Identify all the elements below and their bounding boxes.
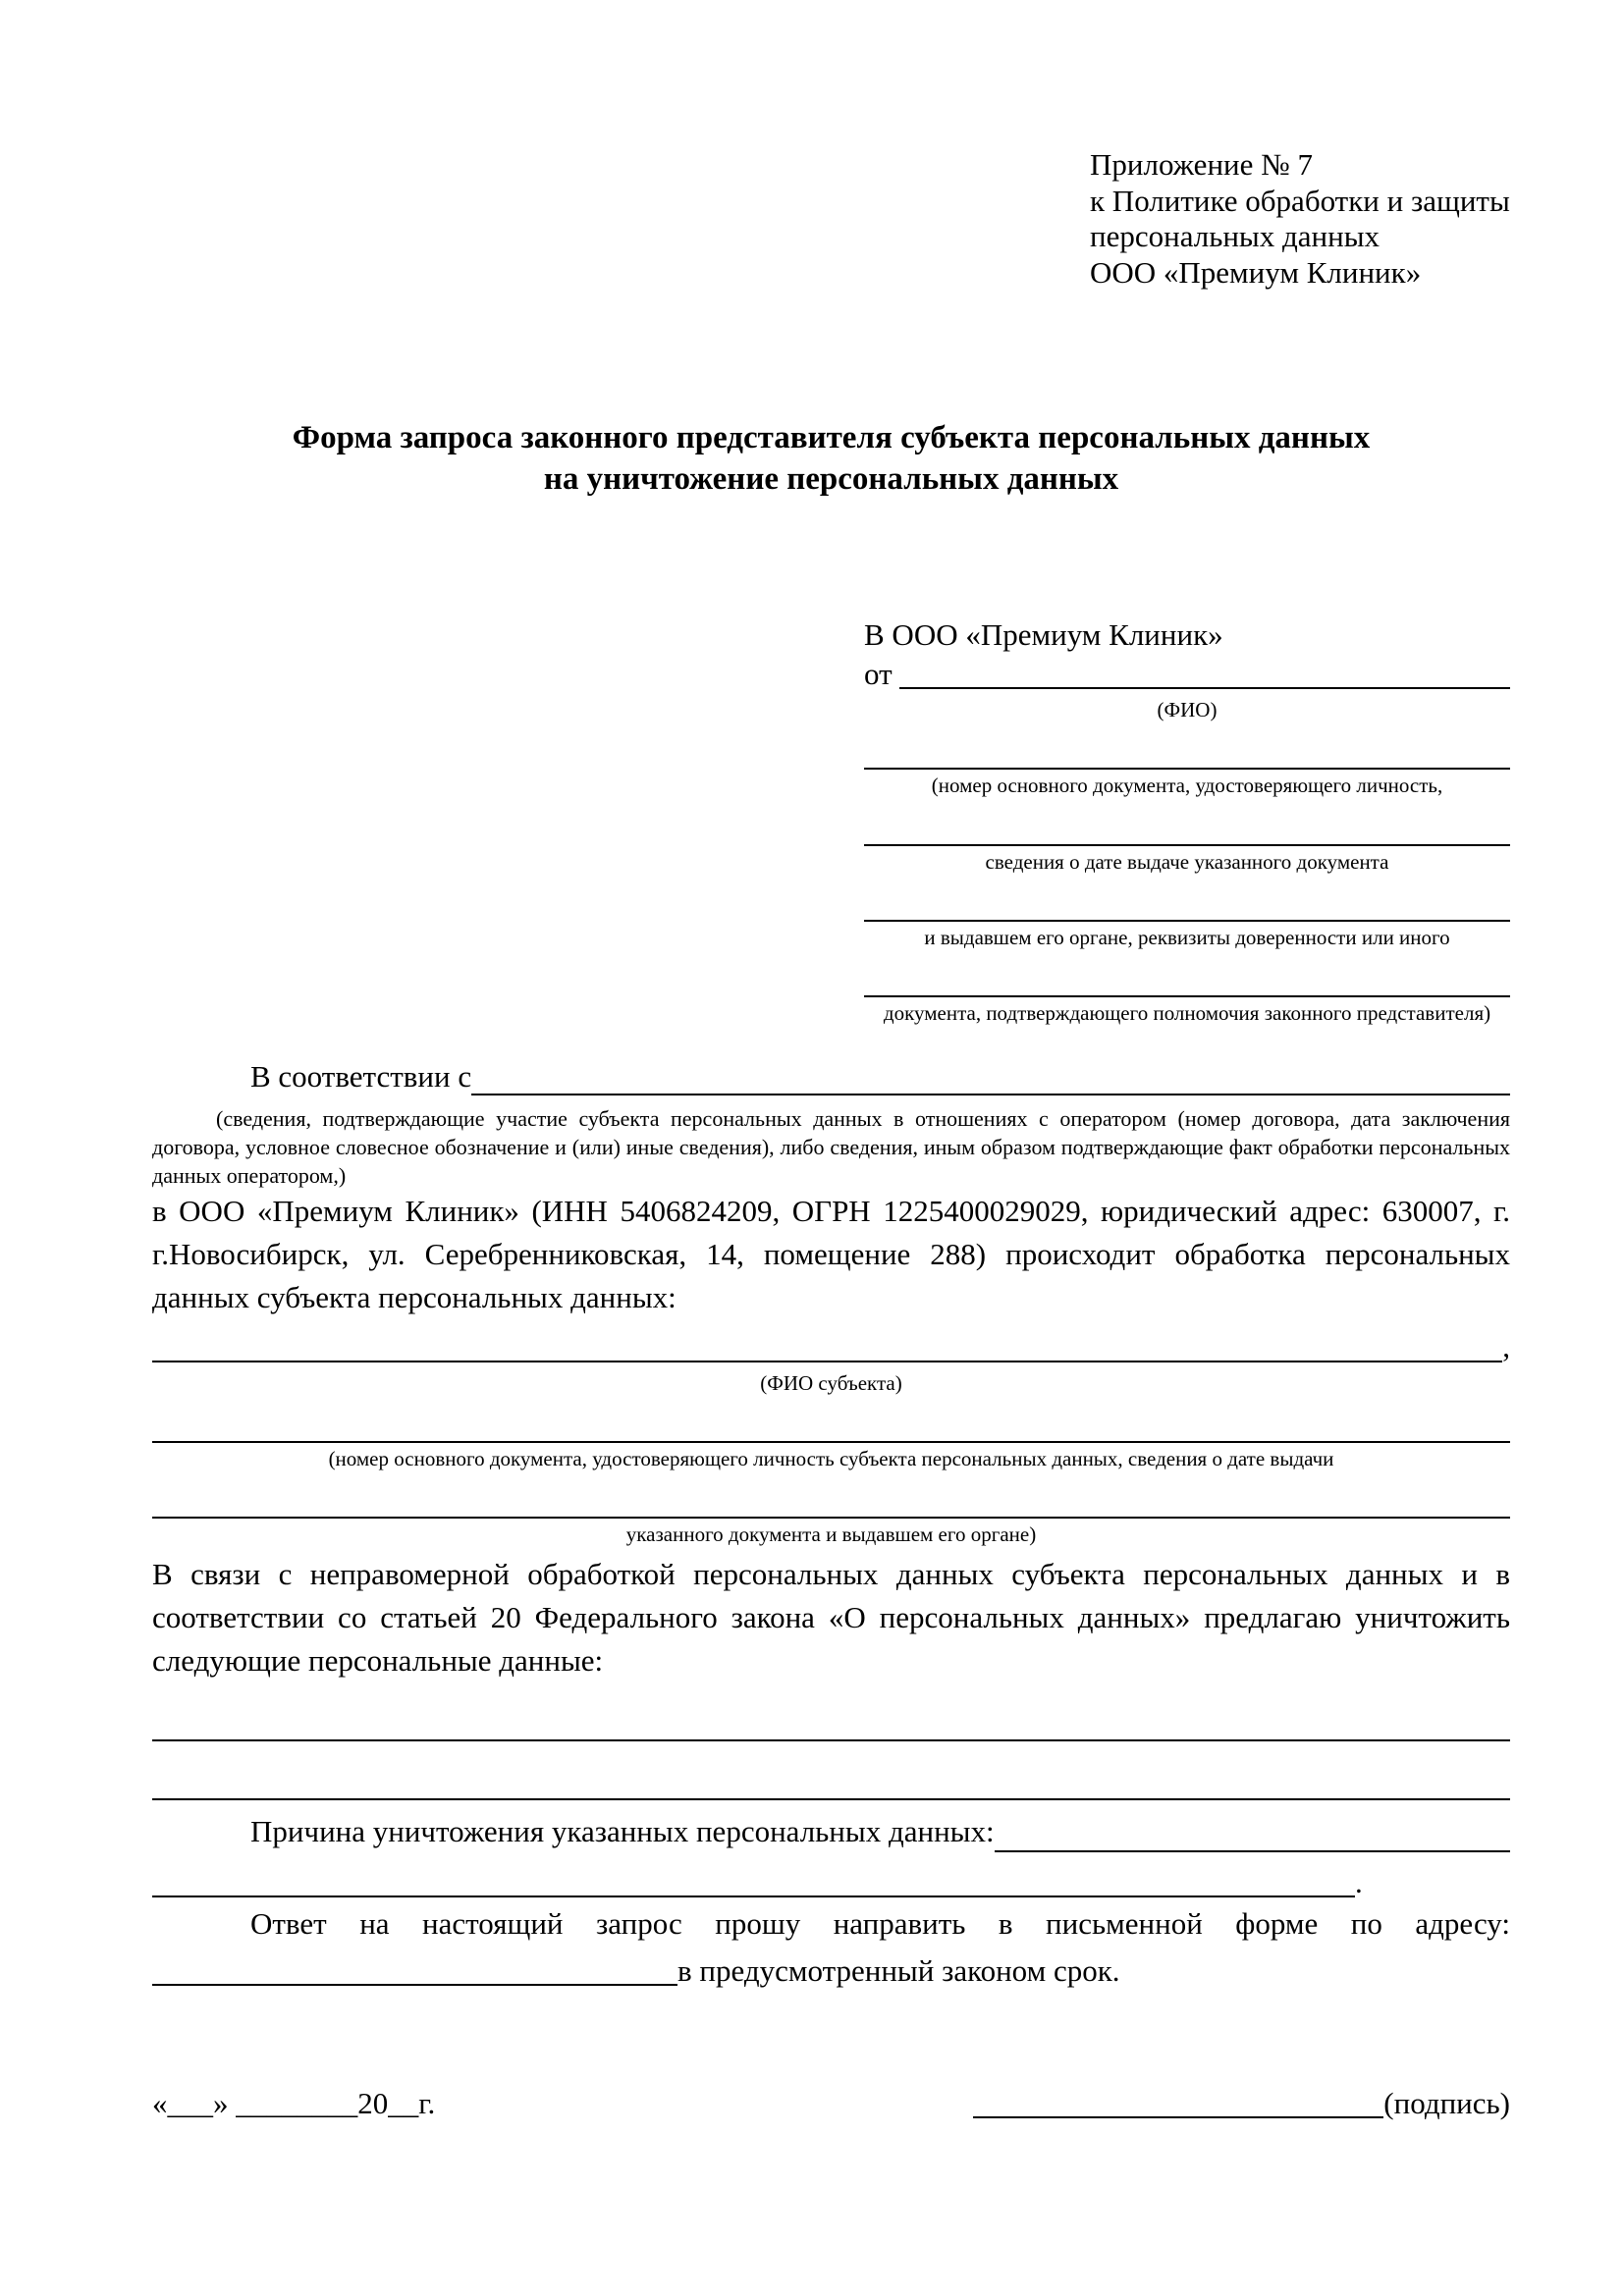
appendix-line: к Политике обработки и защиты	[1090, 183, 1510, 218]
operator-details-paragraph: в ООО «Премиум Клиник» (ИНН 5406824209, ОГРН 1225400029029, юридический адрес: 630007, г. г.Новосибирск, ул. Серебренниковская, 14, помещение 288) происходит обработка персональных данных субъекта персональных данных:	[152, 1194, 1510, 1315]
doc-caption-2: сведения о дате выдаче указанного документа	[985, 849, 1389, 874]
reason-blank-line-1	[995, 1812, 1510, 1852]
destruction-request-paragraph: В связи с неправомерной обработкой персональных данных субъекта персональных данных и в соответствии со статьей 20 Федерального закона «О персональных данных» предлагаю уничтожить следующие персональные данные:	[152, 1557, 1510, 1679]
document-title-line-1: Форма запроса законного представителя субъекта персональных данных	[292, 420, 1371, 456]
accordance-field	[152, 1057, 1510, 1100]
document-body	[152, 1057, 1510, 1991]
subject-doc-caption-1: (номер основного документа, удостоверяющего личность субъекта персональных данных, сведения о дате выдачи	[328, 1446, 1334, 1470]
response-paragraph: Ответ на настоящий запрос прошу направить в письменной форме по адресу:	[250, 1906, 1510, 1942]
date-field: «___» ________20__г.	[152, 2086, 436, 2121]
signature-caption: (подпись)	[1383, 2086, 1510, 2121]
doc-caption-3: и выдавшем его органе, реквизиты доверенности или иного	[924, 925, 1450, 949]
appendix-line: Приложение № 7	[1090, 147, 1313, 182]
subject-doc-blank-line	[152, 1471, 1510, 1519]
representative-doc-blank-line	[864, 875, 1510, 922]
from-field	[864, 655, 1510, 694]
response-tail: в предусмотренный законом срок.	[677, 1953, 1120, 1989]
document-footer	[152, 2084, 1510, 2123]
document-title-line-2: на уничтожение персональных данных	[543, 460, 1119, 497]
from-blank-line	[899, 655, 1510, 689]
addressee-organization: В ООО «Премиум Клиник»	[864, 616, 1223, 652]
response-address-blank-line	[152, 1946, 677, 1986]
doc-caption-1: (номер основного документа, удостоверяющего личность,	[931, 774, 1443, 798]
representative-doc-blank-line	[864, 722, 1510, 770]
reason-label: Причина уничтожения указанных персональных данных:	[250, 1814, 995, 1849]
signature-field	[973, 2084, 1510, 2123]
accordance-blank-line	[471, 1057, 1510, 1095]
accordance-caption: (сведения, подтверждающие участие субъекта персональных данных в отношениях с оператором (номер договора, дата заключения договора, условное словесное обозначение и (или) иные сведения), либо сведения, иным образом подтверждающие факт обработки персональных данных оператором,)	[152, 1106, 1510, 1189]
subject-fio-caption: (ФИО субъекта)	[760, 1370, 902, 1395]
subject-doc-caption-2: указанного документа и выдавшем его органе)	[625, 1522, 1037, 1546]
personal-data-blank-line-2	[152, 1741, 1510, 1800]
accordance-label: В соответствии с	[250, 1059, 472, 1095]
reason-period: .	[1355, 1865, 1363, 1899]
reason-blank-line-2	[152, 1857, 1355, 1897]
from-label: от	[864, 656, 900, 691]
appendix-header	[1090, 147, 1510, 291]
reason-field	[152, 1812, 1510, 1857]
appendix-line: ООО «Премиум Клиник»	[1090, 254, 1422, 290]
doc-caption-4: документа, подтверждающего полномочия законного представителя)	[883, 1001, 1491, 1026]
personal-data-blank-line-1	[152, 1682, 1510, 1741]
document-title	[152, 418, 1510, 500]
reason-continuation	[152, 1857, 1510, 1902]
subject-fio-blank-line	[152, 1322, 1502, 1362]
paragraph-indent	[152, 1812, 250, 1857]
response-address-field	[152, 1946, 1510, 1991]
addressee-block	[864, 615, 1510, 1027]
fio-caption: (ФИО)	[1157, 698, 1218, 722]
signature-blank-line	[973, 2116, 1383, 2118]
representative-doc-blank-line	[864, 799, 1510, 846]
subject-fio-field	[152, 1322, 1510, 1367]
representative-doc-blank-line	[864, 950, 1510, 997]
subject-fio-comma: ,	[1502, 1329, 1510, 1364]
subject-doc-blank-line	[152, 1396, 1510, 1443]
appendix-line: персональных данных	[1090, 219, 1380, 254]
paragraph-indent	[152, 1057, 250, 1100]
